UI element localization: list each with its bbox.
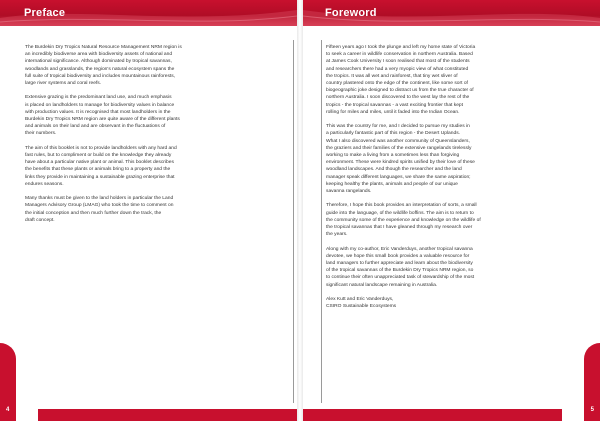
paragraph: This was the country for me, and I decided to pursue my studies in a particularly fantastic part of this region - the Desert Uplands. What I also discovered was another community of Queenslanders, the graziers and their families of the extensive rangelands tirelessly working to make a living from a sometimes less than forgiving environment. These were kindred spirits unified by their love of these woodland landscapes. And though the researcher and the land manager speak different languages, we share the same aspiration; keeping healthy the plants, animals and people of our unique savanna rangelands.: [326, 124, 475, 195]
page-number-left: 4: [6, 407, 10, 413]
paragraph: Many thanks must be given to the land holders in particular the Land Managers Advisory Group (LMAG) who took the time to comment on the initial conception and then much further down the track, the draft concept.: [25, 196, 174, 223]
page-number-right: 5: [590, 407, 594, 413]
paragraph: Therefore, I hope this book provides an interpretation of sorts, a small guide into the language, of the wildlife boffins. The aim is to return to the community some of the experience and knowledge on the wildlife of the tropical savannas that I have gleaned through my research over the years.: [326, 203, 481, 238]
paragraph: Fifteen years ago I took the plunge and left my home state of Victoria to seek a career in wildlife conservation in northern Australia. Based at James Cook University I soon realised that most of the students and researchers there had a very myopic view of what constituted the tropics. It was all wet and rainforest, that tiny wet sliver of country plastered onto the edge of the continent, like some sort of biogeographic joke designed to distract us from the true character of northern Australia. I soon discovered to the west lay the rest of the tropics - the tropical savannas - a vast exciting frontier that kept rolling for miles and miles, until it faded into the Indian Ocean.: [326, 45, 476, 115]
right-header-band: [303, 0, 600, 26]
paragraph: The Burdekin Dry Tropics Natural Resource Management NRM region is an incredibly biodiverse area with biodiversity assets of national and international significance. Although dominated by tropical savannas, woodlands and grasslands, the region's natural ecosystem spans the full suite of tropical biodiversity and includes mountainous rainforests, large river systems and coral reefs.: [25, 45, 182, 87]
preface-text-column: [25, 44, 287, 231]
spine-gutter: [297, 0, 303, 421]
paragraph: Extensive grazing is the predominant land use, and much emphasis is placed on landholders to manage for biodiversity values in balance with production values. It is recognised that most landholders in the Burdekin Dry Tropics NRM region are quite aware of the different plants and animals on their land and are observant in the fluctuations of their numbers.: [25, 95, 180, 137]
signature-block: Alex Kutt and Eric Vanderduys, CSIRO Sustainable Ecosystems: [326, 297, 397, 310]
page-heading-preface: Preface: [24, 7, 66, 19]
paragraph: Along with my co-author, Eric Vanderduys, another tropical savanna devotee, we hope this small book provides a valuable resource for land managers to further appreciate and learn about the biodiversity of the tropical savannas of the Burdekin Dry Tropics NRM region, so to continue their often unappreciated task of stewardship of the most significant natural landscape remaining in Australia.: [326, 246, 475, 288]
foreword-text-column: [326, 44, 584, 318]
paragraph: The aim of this booklet is not to provide landholders with any hard and fast rules, but to compliment or build on the knowledge they already have about a particular native plant or animal. This booklet describes the benefits that these plants or animals bring to a property and the links they provide in maintaining a sustainable grazing enterprise that endures seasons.: [25, 145, 177, 187]
left-header-band: [0, 0, 297, 26]
page-heading-foreword: Foreword: [325, 7, 377, 19]
left-footer-bar: [38, 409, 297, 421]
right-footer-bar: [303, 409, 562, 421]
